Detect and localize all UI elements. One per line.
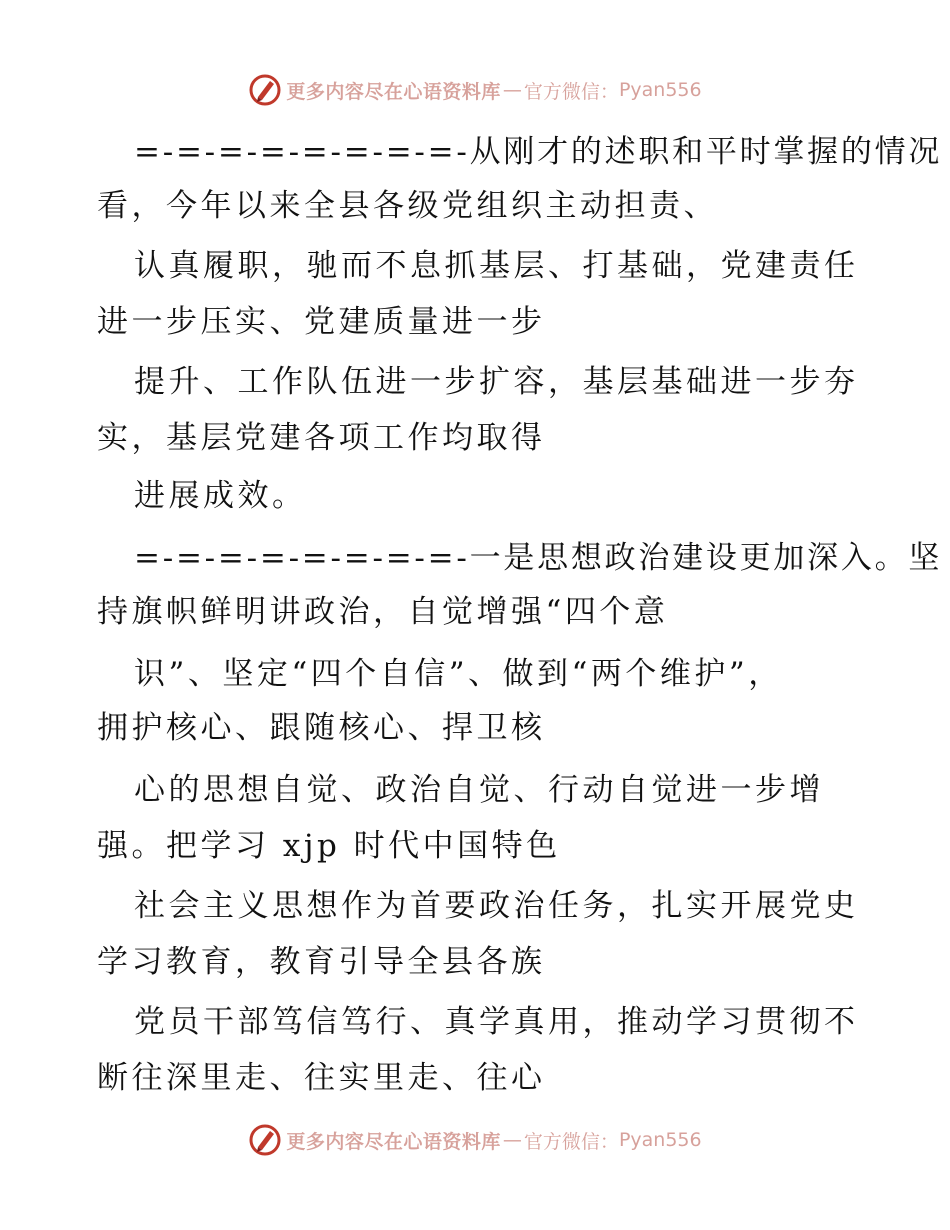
body-line-10: 识”、坚定“四个自信”、做到“两个维护”， — [134, 656, 783, 692]
body-line-14: 社会主义思想作为首要政治任务，扎实开展党史 — [134, 888, 859, 924]
footer-watermark — [0, 1122, 950, 1158]
body-line-11: 拥护核心、跟随核心、捍卫核 — [97, 710, 546, 746]
body-line-8: =-=-=-=-=-=-=-=-一是思想政治建设更加深入。坚 — [134, 540, 943, 576]
body-line-1: =-=-=-=-=-=-=-=-从刚才的述职和平时掌握的情况 — [134, 134, 943, 170]
watermark-wechat-id: Pyan556 — [618, 79, 702, 101]
watermark-separator: — — [502, 79, 522, 101]
watermark-site-name: 更多内容尽在心语资料库 — [286, 1130, 501, 1153]
pen-logo-icon — [248, 73, 282, 107]
header-watermark — [0, 72, 950, 108]
watermark-wechat-label: 官方微信： — [523, 80, 619, 103]
body-line-2: 看，今年以来全县各级党组织主动担责、 — [97, 188, 718, 224]
watermark-site-name: 更多内容尽在心语资料库 — [286, 80, 501, 103]
body-line-13: 强。把学习 xjp 时代中国特色 — [97, 828, 561, 864]
body-line-9: 持旗帜鲜明讲政治，自觉增强“四个意 — [97, 594, 669, 630]
body-line-3: 认真履职，驰而不息抓基层、打基础，党建责任 — [134, 248, 859, 284]
body-line-15: 学习教育，教育引导全县各族 — [97, 944, 546, 980]
body-line-16: 党员干部笃信笃行、真学真用，推动学习贯彻不 — [134, 1004, 859, 1040]
body-line-17: 断往深里走、往实里走、往心 — [97, 1060, 546, 1096]
body-line-12: 心的思想自觉、政治自觉、行动自觉进一步增 — [134, 772, 824, 808]
pen-logo-icon — [248, 1123, 282, 1157]
body-line-6: 实，基层党建各项工作均取得 — [97, 420, 546, 456]
body-line-7: 进展成效。 — [134, 478, 307, 514]
watermark-wechat-id: Pyan556 — [618, 1129, 702, 1151]
body-line-5: 提升、工作队伍进一步扩容，基层基础进一步夯 — [134, 364, 859, 400]
watermark-separator: — — [502, 1129, 522, 1151]
watermark-wechat-label: 官方微信： — [523, 1130, 619, 1153]
body-line-4: 进一步压实、党建质量进一步 — [97, 304, 546, 340]
